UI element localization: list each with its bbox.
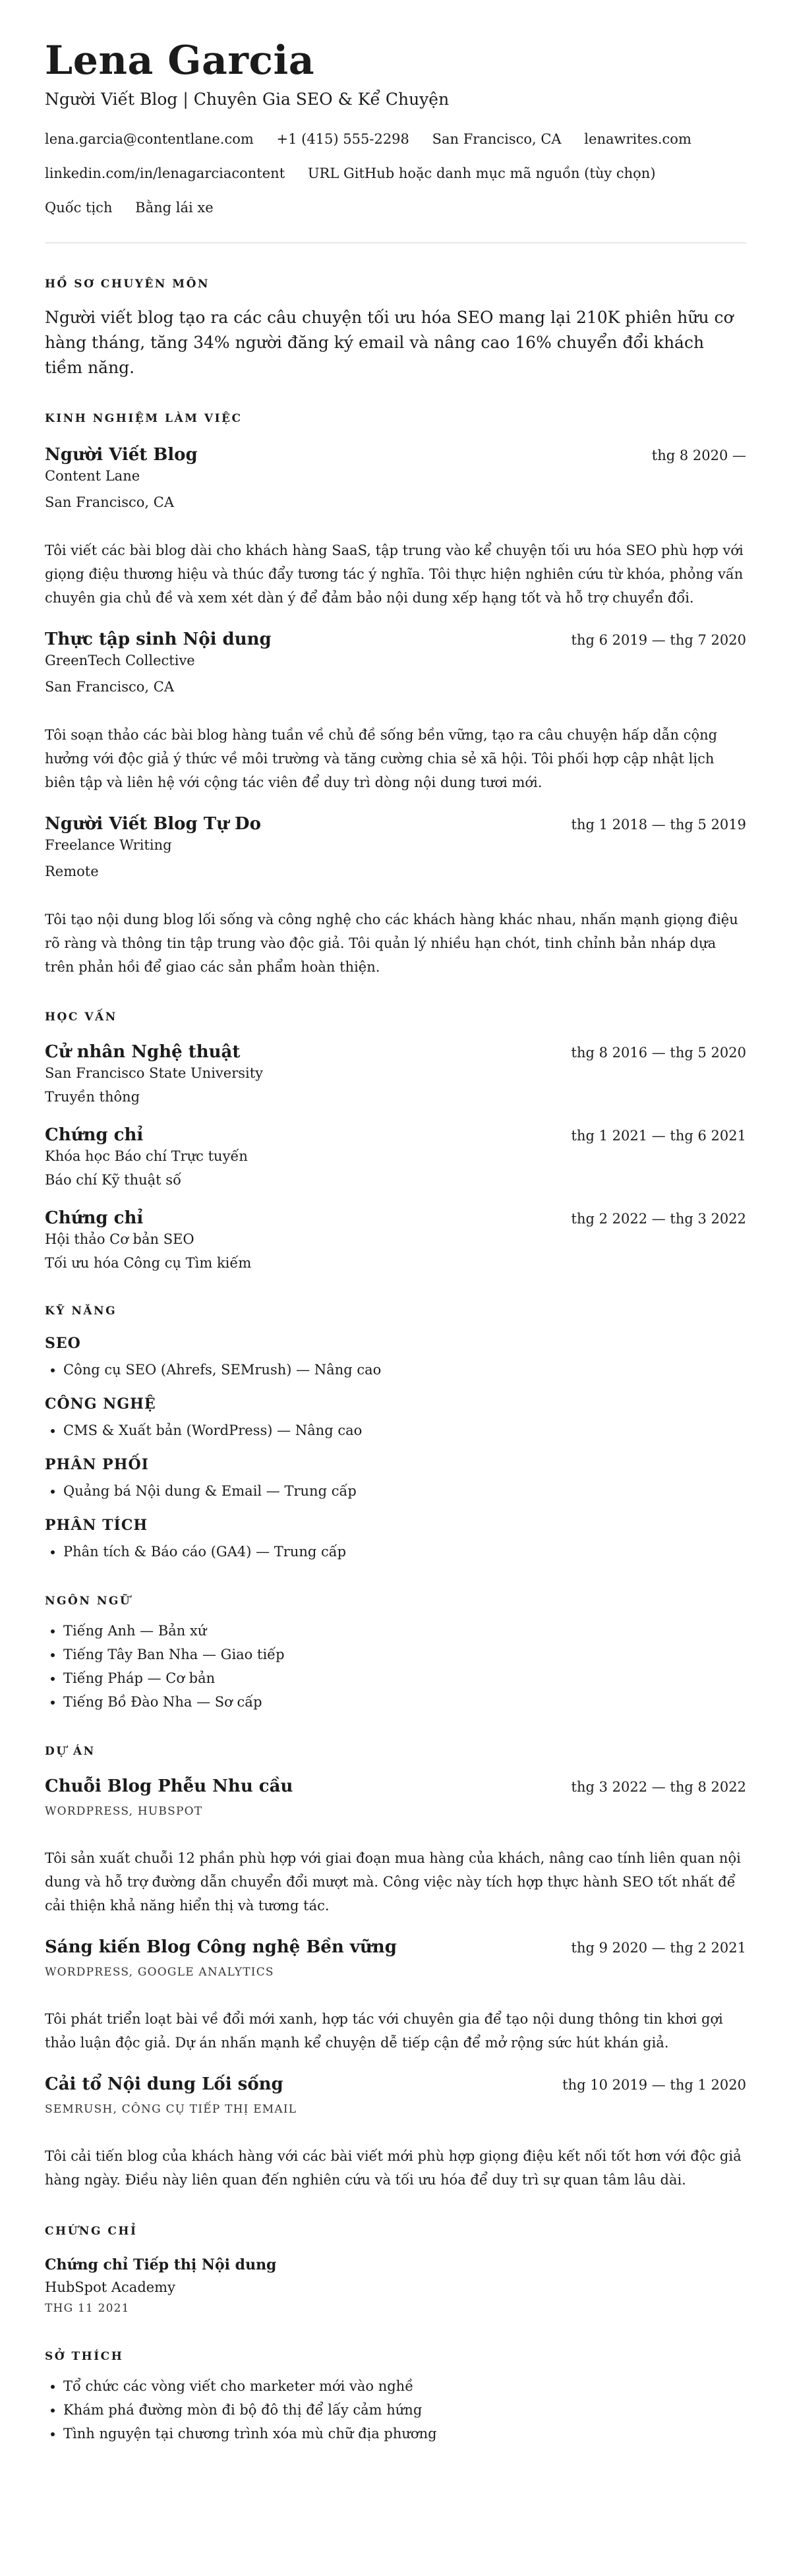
summary-text: Người viết blog tạo ra các câu chuyện tối ưu hóa SEO mang lại 210K phiên hữu cơ hàng tháng, tăng 34% người đăng ký email và nâng cao 16% chuyển đổi khách tiềm năng.	[45, 308, 734, 377]
skill-group	[45, 1455, 746, 1501]
project-tools: WORDPRESS, HUBSPOT	[45, 1805, 203, 1818]
project-date: thg 3 2022 — thg 8 2022	[571, 1779, 746, 1795]
projects-heading: DỰ ÁN	[45, 1745, 96, 1758]
skill-category: SEO	[45, 1335, 81, 1352]
company-name: GreenTech Collective	[45, 653, 195, 668]
job-title: Người Viết Blog Tự Do	[45, 814, 261, 834]
skill-item: • Công cụ SEO (Ahrefs, SEMrush) — Nâng cao	[63, 1360, 746, 1380]
languages-heading: NGÔN NGỮ	[45, 1595, 132, 1608]
certification-entry	[45, 2255, 746, 2317]
entry-header	[45, 444, 746, 466]
skill-category: PHÂN PHỐI	[45, 1456, 149, 1473]
job-description: Tôi tạo nội dung blog lối sống và công nghệ cho các khách hàng khác nhau, nhấn mạnh giọng điệu rõ ràng và thông tin tập trung vào độc giả. Tôi quản lý nhiều hạn chót, tinh chỉnh bản nháp dựa trên phản hồi để giao các sản phẩm hoàn thiện.	[45, 912, 738, 975]
job-location: San Francisco, CA	[45, 494, 175, 510]
certification-title: Chứng chỉ Tiếp thị Nội dung	[45, 2256, 277, 2273]
school-name: Khóa học Báo chí Trực tuyến	[45, 1148, 248, 1164]
interest-item: • Tổ chức các vòng viết cho marketer mới vào nghề	[63, 2376, 746, 2396]
project-description: Tôi cải tiến blog của khách hàng với các bài viết mới phù hợp giọng điệu kết nối tốt hơn với độc giả hàng ngày. Điều này liên quan đến nghiên cứu và tối ưu hóa để duy trì sự quan tâm lâu dài.	[45, 2148, 742, 2188]
website-text: lenawrites.com	[584, 131, 691, 147]
degree-title: Cử nhân Nghệ thuật	[45, 1042, 241, 1062]
project-title: Cải tổ Nội dung Lối sống	[45, 2074, 283, 2094]
education-date: thg 1 2021 — thg 6 2021	[571, 1128, 746, 1144]
entry-header	[45, 1775, 746, 1798]
candidate-subtitle: Người Viết Blog | Chuyên Gia SEO & Kể Chuyện	[45, 90, 450, 109]
interest-item: • Khám phá đường mòn đi bộ đô thị để lấy cảm hứng	[63, 2400, 746, 2420]
school-name: San Francisco State University	[45, 1065, 264, 1081]
skill-list	[45, 1420, 746, 1440]
education-date: thg 2 2022 — thg 3 2022	[571, 1211, 746, 1227]
job-title: Thực tập sinh Nội dung	[45, 629, 272, 649]
skill-category: CÔNG NGHỆ	[45, 1395, 156, 1413]
experience-entry	[45, 444, 746, 610]
job-location: San Francisco, CA	[45, 679, 175, 695]
email-text: lena.garcia@contentlane.com	[45, 131, 254, 147]
entry-header	[45, 1124, 746, 1146]
skills-heading: KỸ NĂNG	[45, 1304, 117, 1318]
github-text: URL GitHub hoặc danh mục mã nguồn (tùy chọn)	[307, 165, 656, 181]
contact-block	[45, 129, 746, 218]
interests-heading: SỞ THÍCH	[45, 2350, 124, 2363]
entry-header	[45, 1936, 746, 1958]
education-heading: HỌC VẤN	[45, 1010, 117, 1024]
project-entry	[45, 2073, 746, 2192]
nationality-text: Quốc tịch	[45, 200, 113, 216]
interest-list	[45, 2376, 746, 2444]
certification-issuer: HubSpot Academy	[45, 2279, 175, 2295]
language-item: • Tiếng Anh — Bản xứ	[63, 1621, 746, 1641]
education-entry	[45, 1041, 746, 1107]
entry-header	[45, 1207, 746, 1229]
job-title: Người Viết Blog	[45, 445, 198, 465]
job-date: thg 1 2018 — thg 5 2019	[571, 817, 746, 833]
field-of-study: Báo chí Kỹ thuật số	[45, 1172, 181, 1188]
contact-row	[45, 198, 746, 218]
language-item: • Tiếng Tây Ban Nha — Giao tiếp	[63, 1645, 746, 1664]
skill-group	[45, 1394, 746, 1440]
certification-date: THG 11 2021	[45, 2302, 130, 2315]
job-location: Remote	[45, 864, 99, 879]
job-date: thg 8 2020 —	[651, 448, 746, 463]
project-entry	[45, 1936, 746, 2055]
skill-list	[45, 1542, 746, 1562]
project-tools: WORDPRESS, GOOGLE ANALYTICS	[45, 1966, 274, 1979]
skill-list	[45, 1360, 746, 1380]
contact-row	[45, 129, 746, 149]
experience-heading: KINH NGHIỆM LÀM VIỆC	[45, 412, 243, 425]
entry-header	[45, 813, 746, 835]
experience-entry	[45, 813, 746, 979]
project-description: Tôi sản xuất chuỗi 12 phần phù hợp với giai đoạn mua hàng của khách, nâng cao tính liên quan nội dung và hỗ trợ đường dẫn chuyển đổi mượt mà. Công việc này tích hợp thực hành SEO tốt nhất để cải thiện khả năng hiển thị và tương tác.	[45, 1850, 741, 1914]
skill-item: • CMS & Xuất bản (WordPress) — Nâng cao	[63, 1420, 746, 1440]
project-date: thg 10 2019 — thg 1 2020	[562, 2077, 746, 2093]
location-text: San Francisco, CA	[432, 131, 562, 147]
entry-header	[45, 628, 746, 651]
project-tools: SEMRUSH, CÔNG CỤ TIẾP THỊ EMAIL	[45, 2103, 297, 2116]
certifications-heading: CHỨNG CHỈ	[45, 2225, 138, 2238]
education-entry	[45, 1207, 746, 1273]
job-description: Tôi viết các bài blog dài cho khách hàng SaaS, tập trung vào kể chuyện tối ưu hóa SEO phù hợp với giọng điệu thương hiệu và thúc đẩy tương tác ý nghĩa. Tôi thực hiện nghiên cứu từ khóa, phỏng vấn chuyên gia chủ đề và xem xét dàn ý để đảm bảo nội dung xếp hạng tốt và hỗ trợ chuyển đổi.	[45, 542, 744, 606]
education-date: thg 8 2016 — thg 5 2020	[571, 1045, 746, 1061]
job-date: thg 6 2019 — thg 7 2020	[571, 632, 746, 648]
experience-entry	[45, 628, 746, 794]
project-title: Chuỗi Blog Phễu Nhu cầu	[45, 1776, 293, 1796]
language-item: • Tiếng Bồ Đào Nha — Sơ cấp	[63, 1692, 746, 1712]
candidate-name: Lena Garcia	[45, 38, 315, 84]
entry-header	[45, 1041, 746, 1063]
school-name: Hội thảo Cơ bản SEO	[45, 1231, 194, 1247]
skill-item: • Phân tích & Báo cáo (GA4) — Trung cấp	[63, 1542, 746, 1562]
contact-row	[45, 163, 746, 183]
entry-header	[45, 2073, 746, 2095]
linkedin-text: linkedin.com/in/lenagarciacontent	[45, 165, 285, 181]
project-title: Sáng kiến Blog Công nghệ Bền vững	[45, 1937, 397, 1957]
project-entry	[45, 1775, 746, 1917]
field-of-study: Truyền thông	[45, 1089, 140, 1105]
driving-license-text: Bằng lái xe	[135, 200, 214, 216]
skill-item: • Quảng bá Nội dung & Email — Trung cấp	[63, 1481, 746, 1501]
company-name: Freelance Writing	[45, 837, 172, 853]
project-description: Tôi phát triển loạt bài về đổi mới xanh, hợp tác với chuyên gia để tạo nội dung thông tin khơi gợi thảo luận độc giả. Dự án nhấn mạnh kể chuyện dễ tiếp cận để mở rộng sức hút khán giả.	[45, 2011, 723, 2051]
job-description: Tôi soạn thảo các bài blog hàng tuần về chủ đề sống bền vững, tạo ra câu chuyện hấp dẫn cộng hưởng với độc giả ý thức về môi trường và tăng cường chia sẻ xã hội. Tôi phối hợp cập nhật lịch biên tập và liên hệ với cộng tác viên để duy trì dòng nội dung tươi mới.	[45, 727, 718, 790]
skill-list	[45, 1481, 746, 1501]
field-of-study: Tối ưu hóa Công cụ Tìm kiếm	[45, 1255, 252, 1271]
summary-heading: HỒ SƠ CHUYÊN MÔN	[45, 278, 210, 291]
project-date: thg 9 2020 — thg 2 2021	[571, 1940, 746, 1956]
degree-title: Chứng chỉ	[45, 1125, 144, 1145]
company-name: Content Lane	[45, 468, 140, 484]
degree-title: Chứng chỉ	[45, 1208, 144, 1228]
skill-category: PHÂN TÍCH	[45, 1517, 148, 1534]
education-entry	[45, 1124, 746, 1190]
language-list	[45, 1621, 746, 1712]
skill-group	[45, 1515, 746, 1562]
interest-item: • Tình nguyện tại chương trình xóa mù chữ địa phương	[63, 2424, 746, 2444]
language-item: • Tiếng Pháp — Cơ bản	[63, 1668, 746, 1688]
phone-text: +1 (415) 555-2298	[276, 131, 409, 147]
skill-group	[45, 1333, 746, 1380]
